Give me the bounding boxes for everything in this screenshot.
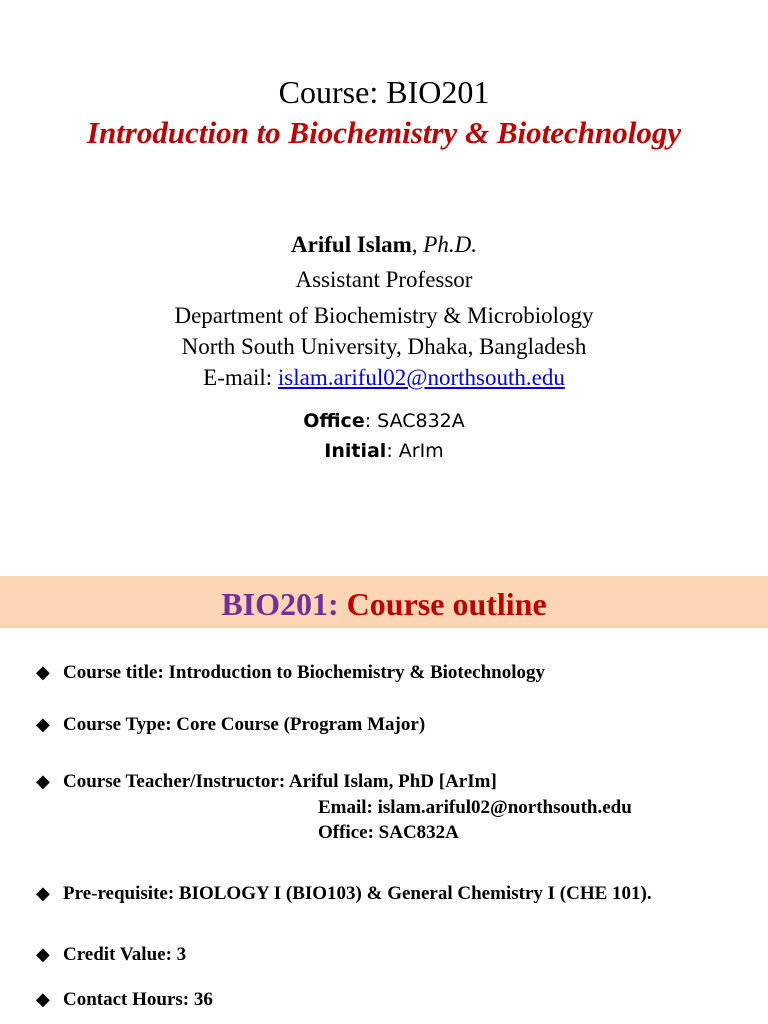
bullet-text: Credit Value: 3 — [63, 944, 187, 965]
outline-header-label: Course outline — [338, 586, 547, 622]
instructor-name-line — [0, 229, 768, 260]
diamond-bullet-icon: ◆ — [36, 989, 50, 1009]
diamond-bullet-icon: ◆ — [36, 714, 50, 734]
diamond-bullet-icon: ◆ — [36, 883, 50, 903]
initial-line — [0, 437, 768, 465]
bullet-text: Course Type: Core Course (Program Major) — [63, 714, 426, 735]
teacher-email: Email: islam.ariful02@northsouth.edu — [318, 797, 632, 818]
course-subtitle: Introduction to Biochemistry & Biotechnology — [86, 115, 682, 150]
office-key: Office — [303, 410, 365, 432]
initial-value: : ArIm — [386, 440, 444, 462]
email-line — [0, 362, 768, 393]
diamond-bullet-icon: ◆ — [36, 944, 50, 964]
instructor-degree: Ph.D. — [423, 232, 477, 257]
department: Department of Biochemistry & Microbiology — [174, 303, 594, 328]
email-label: E-mail: — [203, 365, 278, 390]
diamond-bullet-icon: ◆ — [36, 662, 50, 682]
university: North South University, Dhaka, Bangladesh — [181, 334, 587, 359]
outline-header-code: BIO201: — [221, 586, 339, 622]
name-separator: , — [411, 232, 424, 257]
course-code-heading: Course: BIO201 — [278, 74, 490, 110]
office-value: : SAC832A — [364, 410, 465, 432]
instructor-title: Assistant Professor — [295, 267, 473, 292]
bullet-text: Contact Hours: 36 — [63, 989, 213, 1010]
initial-key: Initial — [324, 440, 387, 462]
bullet-text: Course title: Introduction to Biochemistry & Biotechnology — [63, 662, 545, 683]
instructor-name: Ariful Islam — [291, 232, 412, 257]
office-line — [0, 407, 768, 435]
diamond-bullet-icon: ◆ — [36, 771, 50, 791]
bullet-text: Course Teacher/Instructor: Ariful Islam, PhD [ArIm] — [63, 771, 497, 792]
course-outline-slide — [0, 576, 768, 1024]
outline-header — [0, 576, 768, 628]
bullet-text: Pre-requisite: BIOLOGY I (BIO103) & General Chemistry I (CHE 101). — [63, 883, 652, 904]
teacher-office: Office: SAC832A — [318, 822, 459, 843]
email-link[interactable]: islam.ariful02@northsouth.edu — [277, 365, 565, 390]
